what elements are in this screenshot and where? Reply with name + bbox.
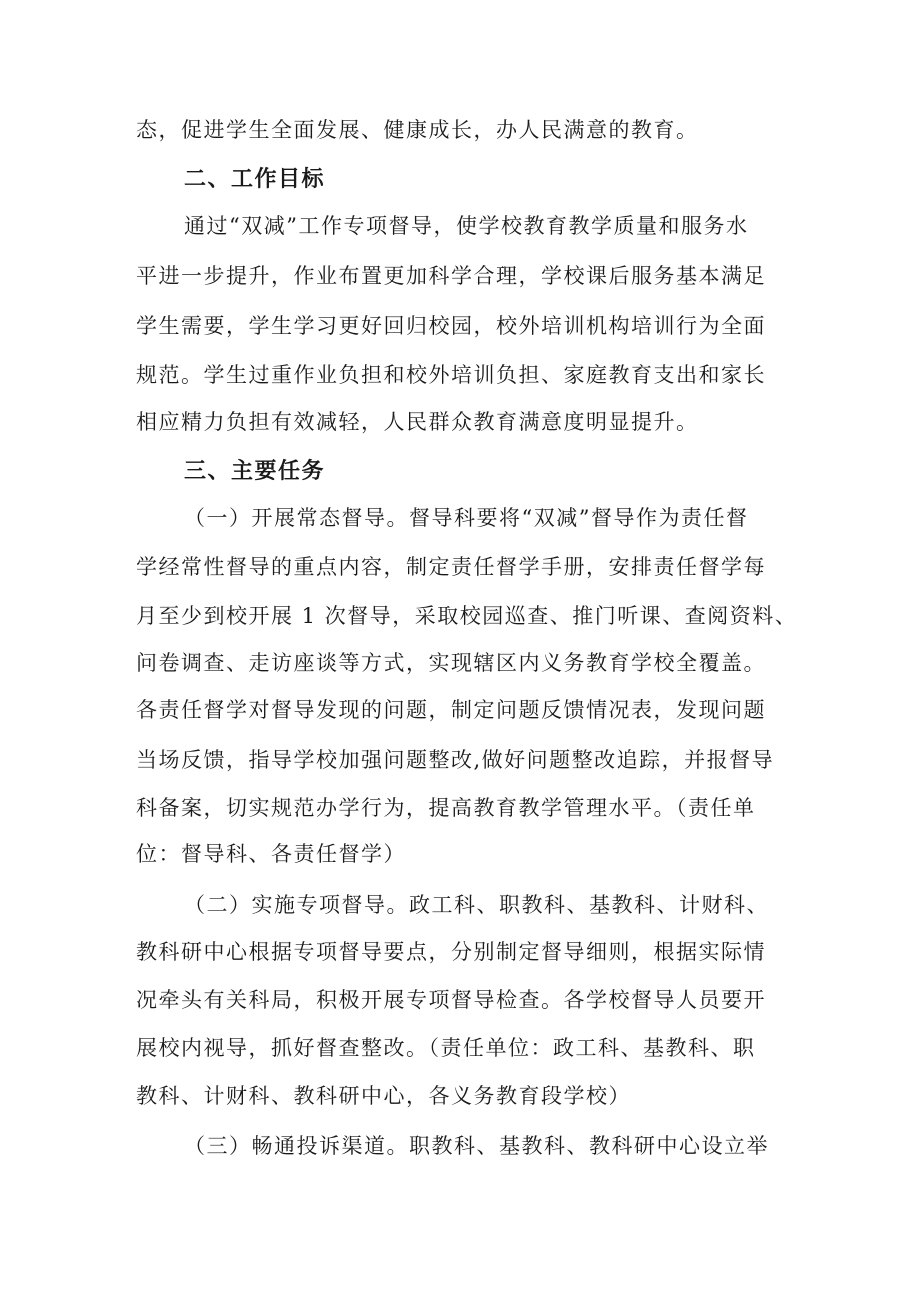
paragraph-line: 位：督导科、各责任督学） — [136, 842, 406, 866]
paragraph-line: 相应精力负担有效减轻，人民群众教育满意度明显提升。 — [136, 410, 699, 434]
paragraph-line: （三）畅通投诉渠道。职教科、基教科、教科研中心设立举 — [184, 1134, 769, 1158]
section-heading-goals: 二、工作目标 — [184, 167, 326, 192]
paragraph-line: 态，促进学生全面发展、健康成长，办人民满意的教育。 — [136, 118, 699, 142]
paragraph-line: 月至少到校开展 1 次督导，采取校园巡查、推门听课、查阅资料、 — [136, 604, 798, 628]
paragraph-line: 况牵头有关科局，积极开展专项督导检查。各学校督导人员要开 — [136, 988, 766, 1012]
paragraph-line: 学经常性督导的重点内容，制定责任督学手册，安排责任督学每 — [136, 555, 766, 579]
section-heading-tasks: 三、主要任务 — [184, 459, 326, 484]
paragraph-line: （二）实施专项督导。政工科、职教科、基教科、计财科、 — [184, 893, 769, 917]
paragraph-line: 问卷调查、走访座谈等方式，实现辖区内义务教育学校全覆盖。 — [136, 651, 766, 675]
paragraph-line: 平进一步提升，作业布置更加科学合理，学校课后服务基本满足 — [136, 264, 766, 288]
paragraph-line: 学生需要，学生学习更好回归校园，校外培训机构培训行为全面 — [136, 314, 766, 338]
paragraph-line: 当场反馈，指导学校加强问题整改,做好问题整改追踪，并报督导 — [136, 748, 775, 772]
paragraph-line: 科备案，切实规范办学行为，提高教育教学管理水平。（责任单 — [136, 796, 756, 820]
paragraph-line: 各责任督学对督导发现的问题，制定问题反馈情况表，发现问题 — [136, 698, 766, 722]
paragraph-line: 规范。学生过重作业负担和校外培训负担、家庭教育支出和家长 — [136, 363, 766, 387]
paragraph-line: 通过“双减”工作专项督导，使学校教育教学质量和服务水 — [184, 214, 749, 238]
paragraph-line: 教科研中心根据专项督导要点，分别制定督导细则，根据实际情 — [136, 940, 766, 964]
paragraph-line: （一）开展常态督导。督导科要将“双减”督导作为责任督 — [184, 506, 749, 530]
paragraph-line: 展校内视导，抓好督查整改。（责任单位：政工科、基教科、职 — [136, 1036, 756, 1060]
paragraph-line: 教科、计财科、教科研中心，各义务教育段学校） — [136, 1084, 631, 1108]
